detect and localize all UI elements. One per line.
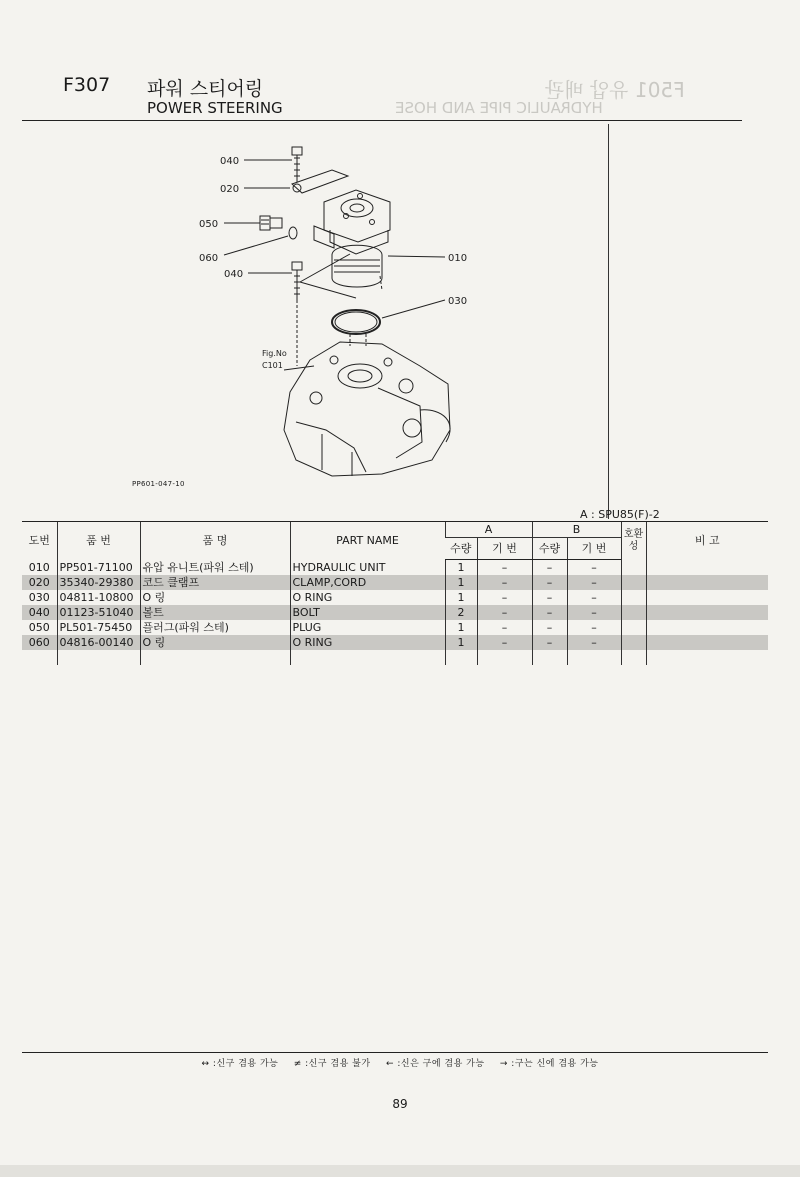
cell-qty-a: 1 [445, 560, 477, 576]
cell-mach-a: – [477, 575, 532, 590]
cell-remarks [646, 590, 768, 605]
cell-part-no: 35340-29380 [57, 575, 140, 590]
cell-qty-b: – [532, 635, 567, 650]
cell-interchange [621, 575, 646, 590]
cell-mach-b: – [567, 590, 621, 605]
cell-part-no: 01123-51040 [57, 605, 140, 620]
cell-mach-b: – [567, 620, 621, 635]
cell-interchange [621, 635, 646, 650]
cell-name-korean: 유압 유니트(파워 스테) [140, 560, 290, 576]
cell-qty-a: 1 [445, 635, 477, 650]
cell-mach-b: – [567, 575, 621, 590]
table-row [22, 590, 768, 605]
table-row [22, 560, 768, 576]
bleed-through-text: HYDRAULIC PIPE AND HOSE [395, 99, 603, 117]
cell-mach-a: – [477, 590, 532, 605]
col-header-group-b: B [532, 522, 621, 538]
cell-remarks [646, 605, 768, 620]
cell-part-name: BOLT [290, 605, 445, 620]
fig-ref-value: C101 [262, 361, 283, 370]
cell-part-no: 04816-00140 [57, 635, 140, 650]
parts-table [22, 521, 768, 665]
cell-ref: 020 [22, 575, 57, 590]
cell-name-korean: 플러그(파워 스테) [140, 620, 290, 635]
table-row [22, 575, 768, 590]
cell-ref: 060 [22, 635, 57, 650]
cell-part-name: O RING [290, 590, 445, 605]
cell-qty-a: 1 [445, 575, 477, 590]
cell-remarks [646, 560, 768, 576]
cell-ref: 010 [28, 560, 50, 574]
cell-qty-b: – [532, 575, 567, 590]
cell-part-name: HYDRAULIC UNIT [290, 560, 445, 576]
section-code: F307 [63, 74, 111, 96]
col-header-mach-a: 기 번 [477, 538, 532, 560]
section-title-korean: 파워 스티어링 [147, 78, 264, 100]
col-header-mach-b: 기 번 [567, 538, 621, 560]
cell-part-no: PL501-75450 [57, 620, 140, 635]
cell-ref: 030 [28, 591, 50, 604]
cell-part-no: 04811-10800 [57, 590, 140, 605]
cell-mach-a: – [477, 605, 532, 620]
interchangeability-legend [0, 1056, 800, 1069]
col-header-part-name: PART NAME [290, 522, 445, 560]
exploded-parts-diagram [120, 130, 490, 490]
cell-interchange [621, 560, 646, 576]
cell-mach-b: – [567, 560, 621, 576]
cell-part-name: CLAMP,CORD [290, 575, 445, 590]
cell-interchange [621, 605, 646, 620]
col-header-interchange: 호환성 [621, 522, 646, 560]
col-header-qty-a: 수량 [445, 538, 477, 560]
legend-item: ↔ :신구 겸용 가능 [201, 1059, 279, 1069]
cell-part-name: O RING [290, 635, 445, 650]
figure-code: PP601-047-10 [132, 480, 185, 488]
page-number: 89 [392, 1097, 408, 1111]
cell-qty-a: 2 [445, 605, 477, 620]
cell-mach-a: – [477, 635, 532, 650]
cell-qty-a: 1 [445, 620, 477, 635]
cell-name-korean: 볼트 [140, 605, 290, 620]
table-empty-area [22, 650, 768, 665]
legend-item: ← :신은 구에 겸용 가능 [385, 1059, 485, 1069]
callout-label: 030 [448, 296, 468, 307]
cell-mach-b: – [567, 605, 621, 620]
cell-qty-a: 1 [445, 590, 477, 605]
callout-label: 020 [220, 184, 240, 195]
cell-part-name: PLUG [290, 620, 445, 635]
cell-qty-b: – [532, 605, 567, 620]
col-header-name-korean: 품 명 [140, 522, 290, 560]
col-header-part-no: 품 번 [57, 522, 140, 560]
cell-name-korean: 코드 클램프 [140, 575, 290, 590]
cell-mach-b: – [567, 635, 621, 650]
callout-label: 010 [448, 253, 468, 264]
model-applicability: A : SPU85(F)-2 [580, 508, 660, 521]
col-header-remarks: 비 고 [646, 522, 768, 560]
table-bottom-rule [22, 1052, 768, 1053]
table-row [22, 635, 768, 650]
callout-label: 050 [199, 219, 219, 230]
bleed-through-text: F501 유압 배관 [545, 78, 685, 102]
cell-remarks [646, 635, 768, 650]
cell-part-no: PP501-71100 [57, 560, 140, 576]
cell-interchange [621, 620, 646, 635]
fig-ref-label: Fig.No [262, 349, 287, 358]
cell-qty-b: – [532, 620, 567, 635]
section-title-english: POWER STEERING [147, 99, 283, 117]
col-header-group-a: A [445, 522, 532, 538]
cell-name-korean: O 링 [140, 590, 290, 605]
cell-name-korean: O 링 [140, 635, 290, 650]
table-row [22, 605, 768, 620]
figure-border-line [608, 124, 609, 519]
legend-item: ≠ :신구 겸용 불가 [293, 1059, 371, 1069]
table-row [22, 620, 768, 635]
cell-ref: 040 [22, 605, 57, 620]
callout-label: 040 [224, 269, 244, 280]
header-rule [22, 120, 742, 121]
cell-interchange [621, 590, 646, 605]
cell-qty-b: – [532, 590, 567, 605]
col-header-ref-no: 도번 [22, 522, 57, 560]
callout-label: 060 [199, 253, 219, 264]
cell-ref: 050 [28, 621, 50, 634]
cell-qty-b: – [532, 560, 567, 576]
cell-mach-a: – [477, 620, 532, 635]
legend-item: → :구는 신에 겸용 가능 [499, 1059, 599, 1069]
callout-label: 040 [220, 156, 240, 167]
col-header-qty-b: 수량 [532, 538, 567, 560]
cell-mach-a: – [477, 560, 532, 576]
cell-remarks [646, 575, 768, 590]
cell-remarks [646, 620, 768, 635]
scan-edge [0, 1165, 800, 1177]
